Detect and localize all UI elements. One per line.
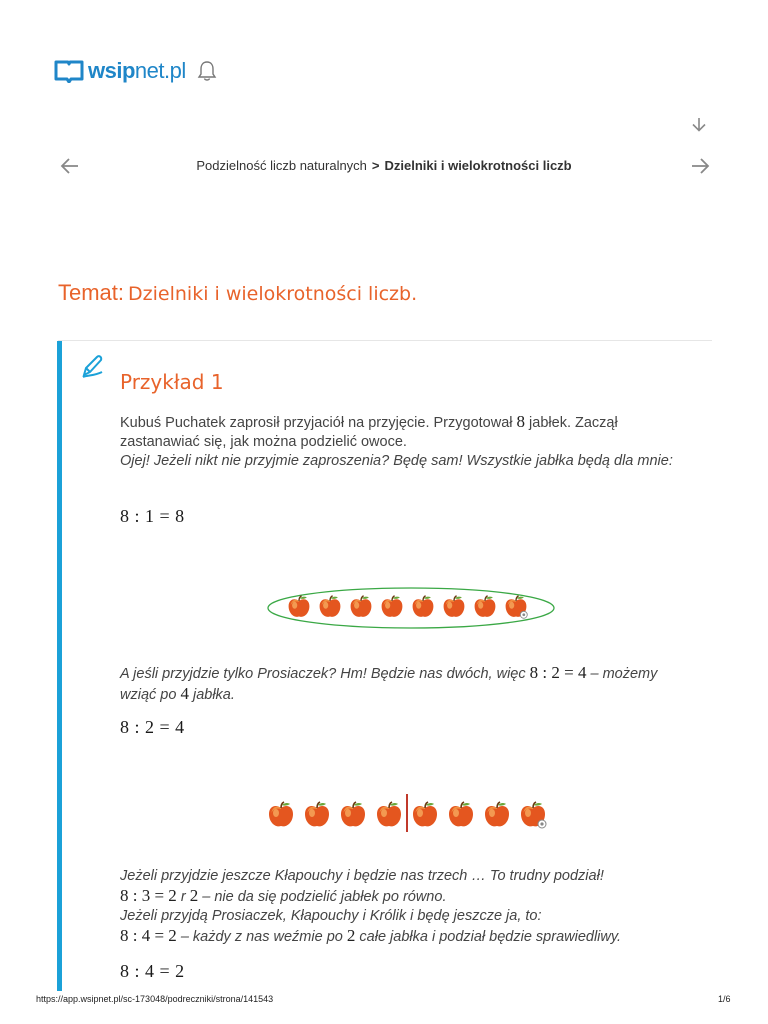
- apple-icon: [338, 800, 368, 830]
- logo-text: wsipnet.pl: [88, 58, 186, 83]
- apple-item: [446, 800, 476, 830]
- book-logo-icon: [54, 59, 84, 83]
- wsipnet-logo[interactable]: [54, 58, 186, 84]
- apple-item: [379, 594, 405, 620]
- apples-group-ellipse: [266, 586, 556, 635]
- apple-icon: [503, 594, 529, 620]
- apple-item: [338, 800, 368, 830]
- apple-row-2: [266, 800, 554, 830]
- apple-icon: [374, 800, 404, 830]
- apple-item: [317, 594, 343, 620]
- apple-icon: [482, 800, 512, 830]
- apple-icon: [379, 594, 405, 620]
- example-title: Przykład 1: [120, 370, 224, 394]
- apple-item: [441, 594, 467, 620]
- breadcrumb-parent-link[interactable]: Podzielność liczb naturalnych: [196, 158, 367, 173]
- paragraph-three: Jeżeli przyjdzie jeszcze Kłapouchy i będzie nas trzech … To trudny podział! 8 : 3 = 2 r 2 – nie da się podzielić jabłek po równo. Jeżeli przyjdą Prosiaczek, Kłapouchy i Królik i będę jeszcze ja, to: 8 : 4 = 2 – każdy z nas weźmie po 2 całe jabłka i podział będzie sprawiedliwy.: [120, 868, 622, 945]
- download-arrow-icon[interactable]: [690, 116, 708, 139]
- apple-icon: [446, 800, 476, 830]
- apple-item: [410, 800, 440, 830]
- chevron-right-icon: >: [371, 158, 380, 173]
- apple-icon: [266, 800, 296, 830]
- apple-item: [302, 800, 332, 830]
- topic-label: Temat:: [58, 280, 125, 305]
- apple-item: [482, 800, 512, 830]
- next-page-arrow-icon[interactable]: [690, 156, 710, 181]
- apple-item: [374, 800, 404, 830]
- split-line: [406, 794, 408, 832]
- section-divider: [58, 340, 712, 341]
- breadcrumb: [0, 158, 768, 173]
- apple-icon: [348, 594, 374, 620]
- apple-icon: [518, 800, 548, 830]
- apple-icon: [472, 594, 498, 620]
- apple-item: [518, 800, 548, 830]
- apple-item: [348, 594, 374, 620]
- apple-item: [503, 594, 529, 620]
- equation-1: 8 : 1 = 8: [120, 506, 185, 526]
- breadcrumb-current: Dzielniki i wielokrotności liczb: [384, 158, 572, 173]
- example-accent-bar: [57, 341, 62, 991]
- example-intro: Kubuś Puchatek zaprosił przyjaciół na przyjęcie. Przygotował 8 jabłek. Zaczął zastanawiać się, jak można podzielić owoce. Ojej! Jeżeli nikt nie przyjmie zaproszenia? Będę sam! Wszystkie jabłka będą dla mnie:: [120, 412, 673, 469]
- apple-item: [266, 800, 296, 830]
- apple-icon: [441, 594, 467, 620]
- equation-2: 8 : 2 = 4: [120, 717, 185, 737]
- apple-icon: [317, 594, 343, 620]
- apple-item: [410, 594, 436, 620]
- page-title: [58, 280, 417, 306]
- apple-icon: [302, 800, 332, 830]
- footer-page-number: 1/6: [718, 994, 731, 1004]
- apple-icon: [286, 594, 312, 620]
- topic-title: Dzielniki i wielokrotności liczb.: [128, 283, 418, 305]
- paragraph-two: A jeśli przyjdzie tylko Prosiaczek? Hm! Będzie nas dwóch, więc 8 : 2 = 4 – możemy wziąć po 4 jabłka.: [120, 663, 658, 703]
- apple-item: [472, 594, 498, 620]
- apple-icon: [410, 594, 436, 620]
- footer-url: https://app.wsipnet.pl/sc-173048/podreczniki/strona/141543: [36, 994, 274, 1004]
- equation-3: 8 : 4 = 2: [120, 961, 185, 981]
- apple-row-1: [286, 594, 534, 620]
- notification-bell-icon[interactable]: [196, 60, 218, 87]
- apple-icon: [410, 800, 440, 830]
- apple-item: [286, 594, 312, 620]
- pencil-icon: [80, 354, 106, 385]
